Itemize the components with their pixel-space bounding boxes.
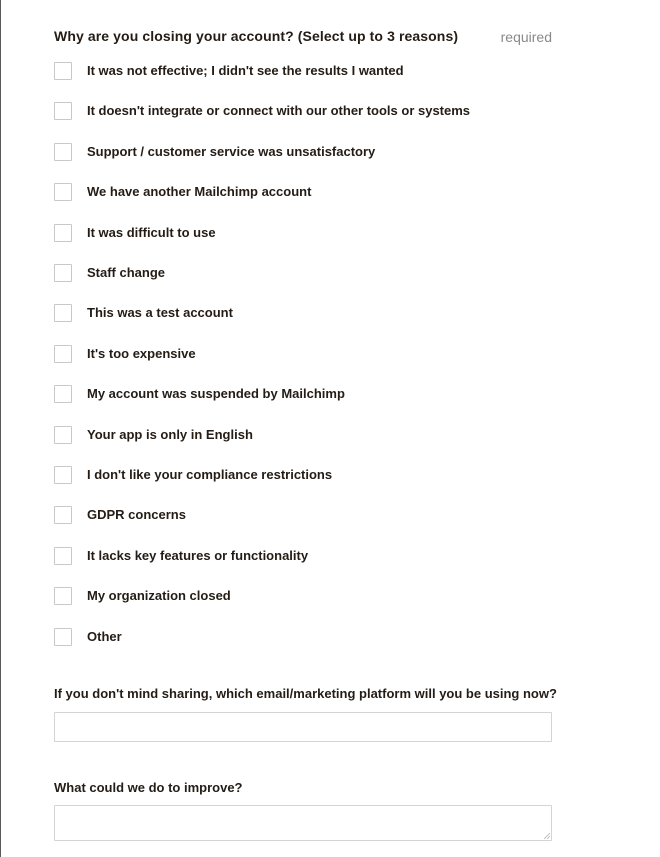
reason-checkbox[interactable] xyxy=(54,506,72,524)
reason-label[interactable]: GDPR concerns xyxy=(87,507,186,522)
reason-label[interactable]: We have another Mailchimp account xyxy=(87,184,312,199)
reason-option[interactable] xyxy=(54,62,552,84)
reason-option[interactable] xyxy=(54,385,552,407)
reason-option[interactable] xyxy=(54,628,552,650)
reason-label[interactable]: Support / customer service was unsatisfactory xyxy=(87,144,376,159)
reason-label[interactable]: It doesn't integrate or connect with our other tools or systems xyxy=(87,103,471,118)
reason-checkbox[interactable] xyxy=(54,466,72,484)
resize-grip-icon[interactable] xyxy=(544,833,550,839)
reason-checkbox[interactable] xyxy=(54,547,72,565)
reason-option[interactable] xyxy=(54,264,552,286)
reason-label[interactable]: I don't like your compliance restrictions xyxy=(87,467,333,482)
reason-checkbox[interactable] xyxy=(54,62,72,80)
platform-input[interactable] xyxy=(54,712,552,742)
reason-option[interactable] xyxy=(54,345,552,367)
reason-checkbox[interactable] xyxy=(54,426,72,444)
reason-checkbox[interactable] xyxy=(54,304,72,322)
left-border xyxy=(0,0,1,857)
reason-label[interactable]: My account was suspended by Mailchimp xyxy=(87,386,345,401)
reason-option[interactable] xyxy=(54,143,552,165)
reason-label[interactable]: It was not effective; I didn't see the results I wanted xyxy=(87,63,404,78)
reason-label[interactable]: Staff change xyxy=(87,265,166,280)
reason-label[interactable]: Other xyxy=(87,629,122,644)
required-label: required xyxy=(500,29,552,45)
reason-label[interactable]: It was difficult to use xyxy=(87,225,216,240)
reason-option[interactable] xyxy=(54,183,552,205)
reason-option[interactable] xyxy=(54,466,552,488)
reason-option[interactable] xyxy=(54,506,552,528)
reason-checkbox[interactable] xyxy=(54,143,72,161)
reason-option[interactable] xyxy=(54,426,552,448)
reason-checkbox[interactable] xyxy=(54,345,72,363)
question-title: Why are you closing your account? (Select up to 3 reasons) xyxy=(54,28,459,44)
reason-label[interactable]: My organization closed xyxy=(87,588,231,603)
platform-question-label: If you don't mind sharing, which email/marketing platform will you be using now? xyxy=(54,686,557,701)
reason-option[interactable] xyxy=(54,547,552,569)
reason-checkbox[interactable] xyxy=(54,385,72,403)
reason-label[interactable]: This was a test account xyxy=(87,305,233,320)
reason-checkbox[interactable] xyxy=(54,224,72,242)
reason-option[interactable] xyxy=(54,224,552,246)
reason-label[interactable]: Your app is only in English xyxy=(87,427,253,442)
reason-checkbox[interactable] xyxy=(54,102,72,120)
reason-checkbox[interactable] xyxy=(54,264,72,282)
question-header xyxy=(54,28,552,48)
reason-option[interactable] xyxy=(54,102,552,124)
improve-textarea[interactable] xyxy=(54,805,552,841)
reason-option[interactable] xyxy=(54,587,552,609)
reason-label[interactable]: It lacks key features or functionality xyxy=(87,548,309,563)
reason-label[interactable]: It's too expensive xyxy=(87,346,196,361)
improve-question-label: What could we do to improve? xyxy=(54,780,243,795)
reason-checkbox[interactable] xyxy=(54,183,72,201)
reason-option[interactable] xyxy=(54,304,552,326)
reason-checkbox[interactable] xyxy=(54,587,72,605)
reason-checkbox[interactable] xyxy=(54,628,72,646)
